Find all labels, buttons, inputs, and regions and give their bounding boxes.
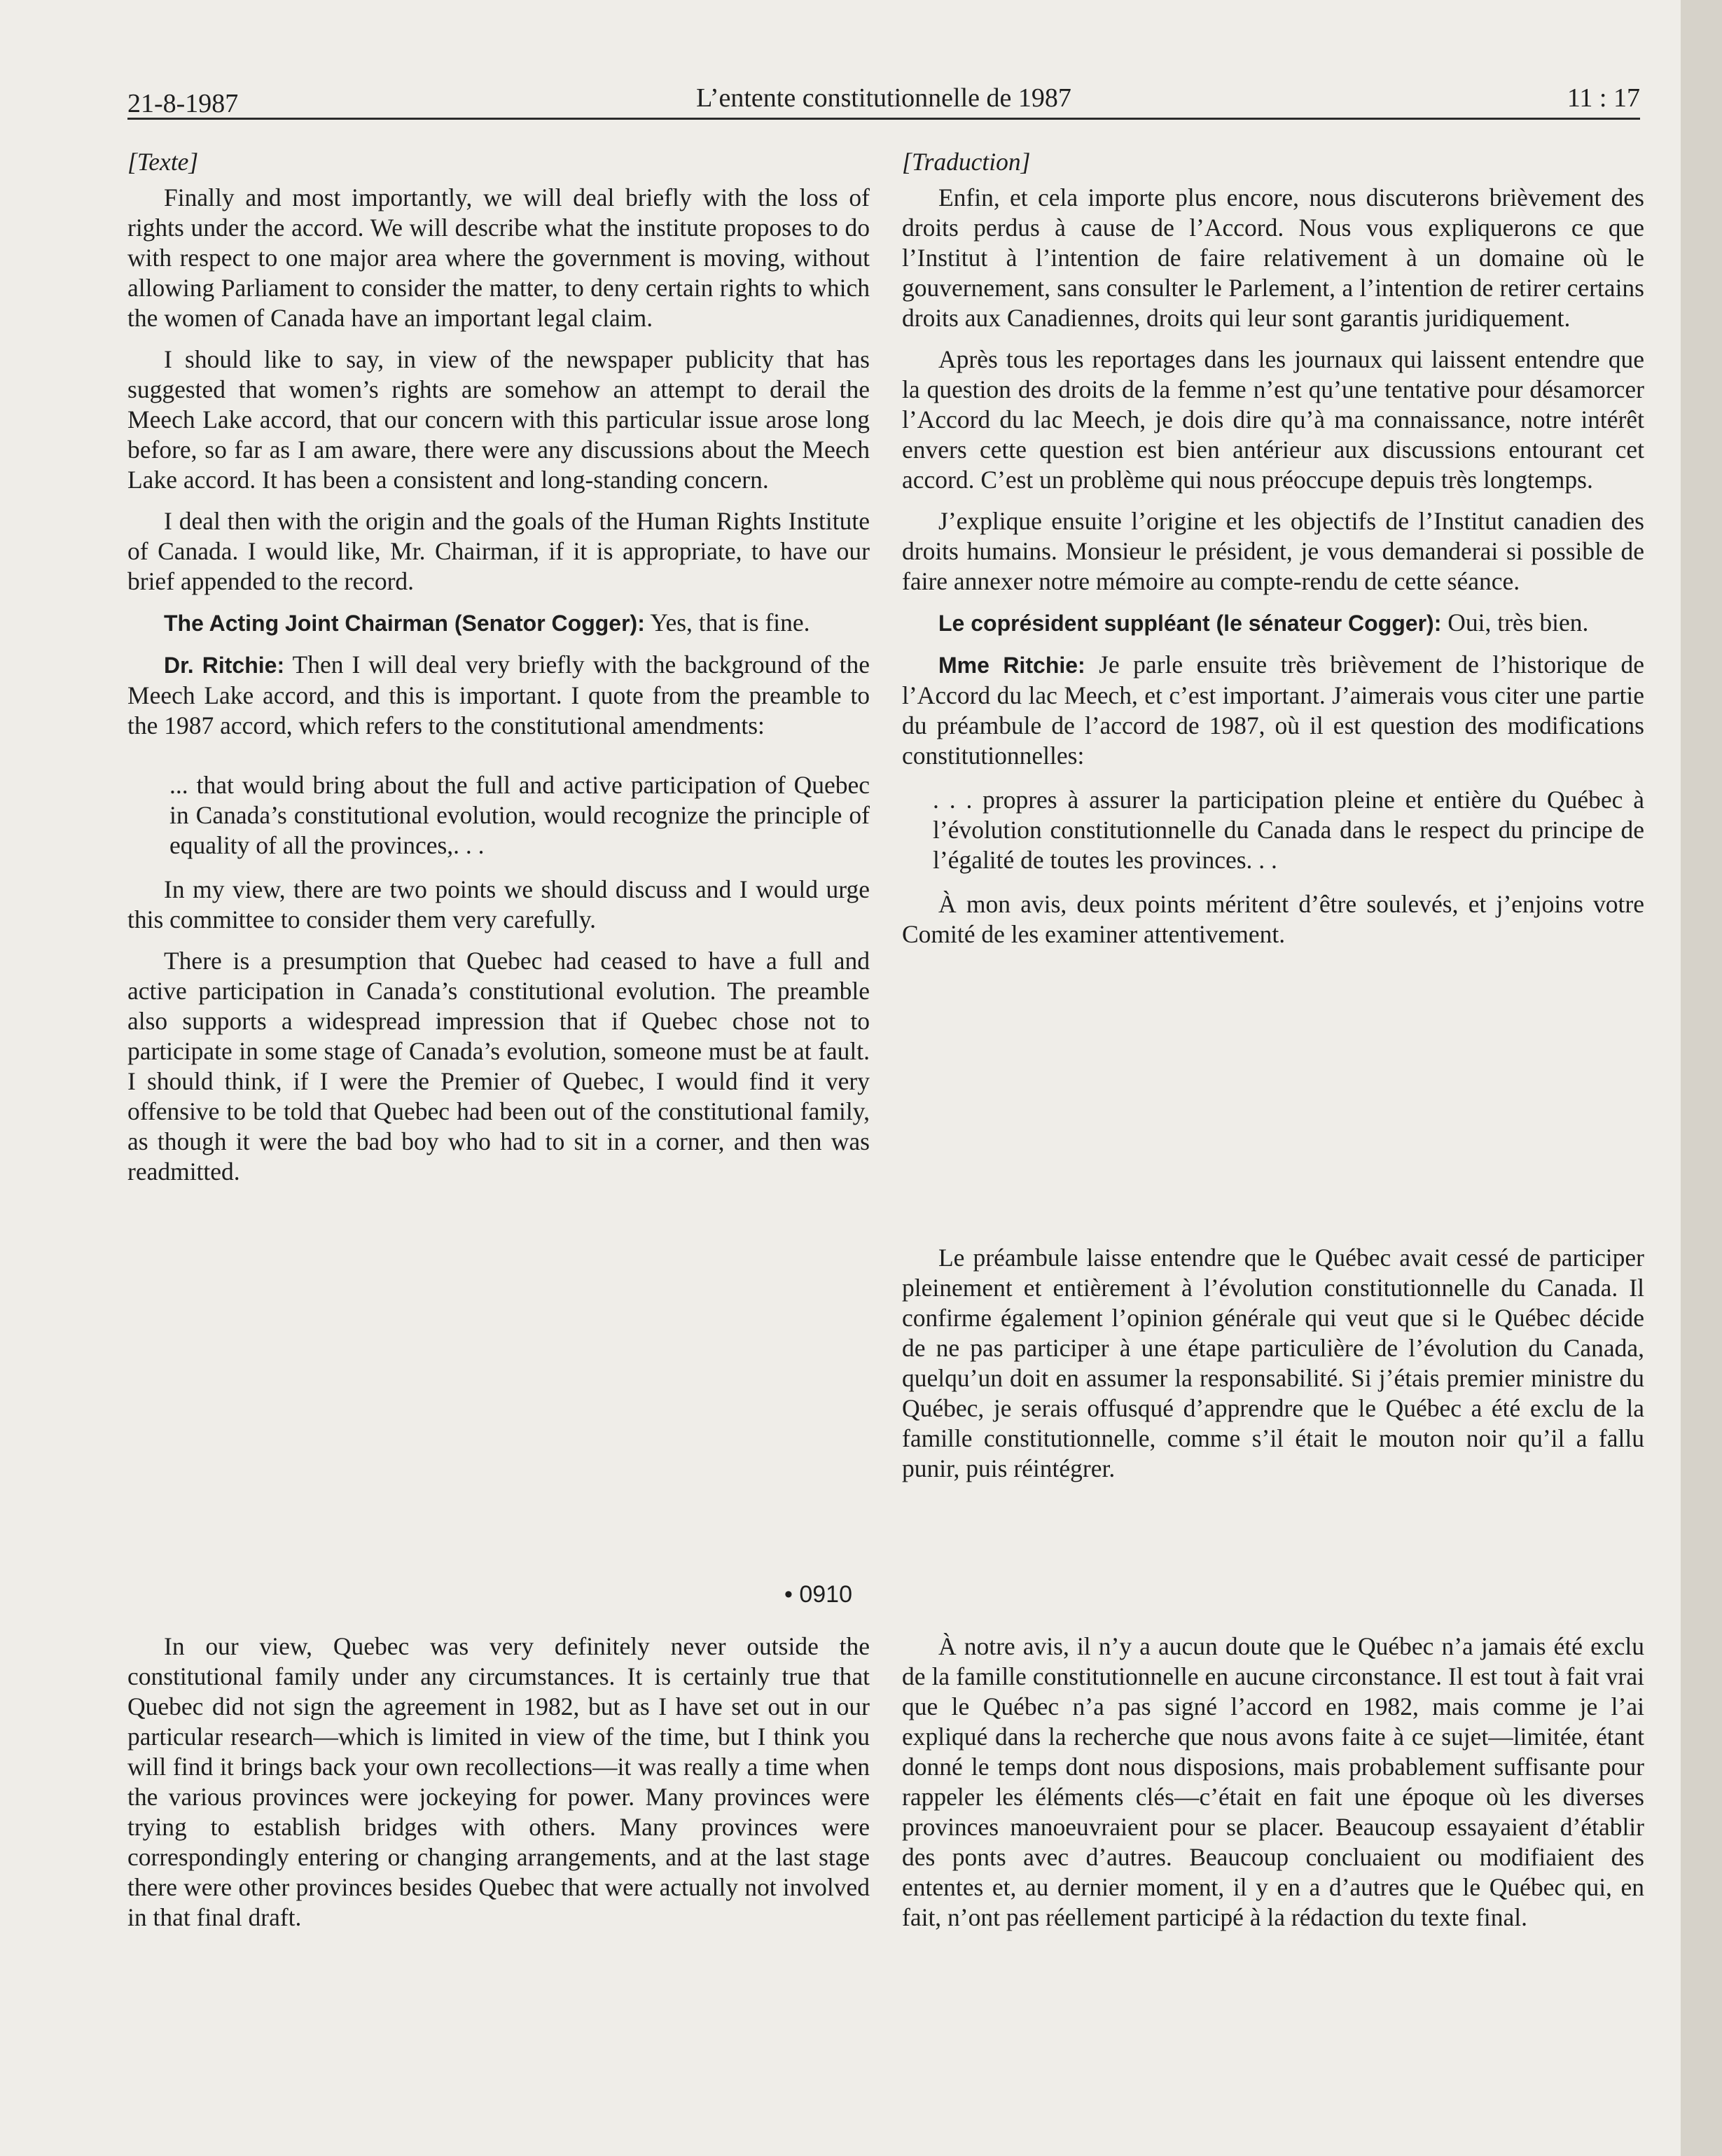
- page-edge: [1681, 0, 1722, 2156]
- english-column-bottom: [127, 1632, 870, 1944]
- speaker-text: Then I will deal very briefly with the background of the Meech Lake accord, and this is important. I quote from the preamble to the 1987 accord, which refers to the constitutional amendments:: [127, 651, 870, 739]
- french-column-top: [902, 147, 1644, 961]
- header-title: L’entente constitutionnelle de 1987: [696, 83, 1071, 113]
- french-column-bottom: [902, 1632, 1644, 1944]
- text-label: [Texte]: [127, 148, 199, 176]
- english-paragraph-3: I deal then with the origin and the goals of the Human Rights Institute of Canada. I would like, Mr. Chairman, if it is appropriate, to have our brief appended to the record.: [127, 507, 870, 595]
- french-column-middle: [902, 1243, 1644, 1495]
- speaker-text: Oui, très bien.: [1441, 608, 1589, 637]
- french-paragraph-4: [902, 608, 1644, 639]
- translation-label: [Traduction]: [902, 148, 1031, 176]
- time-marker: • 0910: [784, 1581, 852, 1608]
- english-paragraph-5: [127, 650, 870, 741]
- speaker-name: Mme Ritchie:: [938, 653, 1085, 678]
- french-paragraph-1: Enfin, et cela importe plus encore, nous discuterons brièvement des droits perdus à cause de l’Accord. Nous vous expliquerons ce que l’Institut à l’intention de faire relativement à un domaine où le gouvernement, sans consulter le Parlement, a l’intention de retirer certains droits aux Canadiennes, droits qui leur sont garantis juridiquement.: [902, 183, 1644, 332]
- french-paragraph-2: Après tous les reportages dans les journaux qui laissent entendre que la question des droits de la femme n’est qu’une tentative pour désamorcer l’Accord du lac Meech, je dois dire qu’à ma connaissance, notre intérêt envers cette question est bien antérieur aux discussions entourant cet accord. C’est un problème qui nous préoccupe depuis très longtemps.: [902, 345, 1644, 494]
- english-paragraph-7: There is a presumption that Quebec had ceased to have a full and active participation in Canada’s constitutional evolution. The preamble also supports a widespread impression that if Quebec chose not to participate in some stage of Canada’s evolution, someone must be at fault. I should think, if I were the Premier of Quebec, I would find it very offensive to be told that Quebec had been out of the constitutional family, as though it were the bad boy who had to sit in a corner, and then was readmitted.: [127, 947, 870, 1185]
- page-number: 11 : 17: [1567, 83, 1640, 113]
- french-paragraph-3: J’explique ensuite l’origine et les objectifs de l’Institut canadien des droits humains. Monsieur le président, je vous demanderai si possible de faire annexer notre mémoire au compte-rendu de cette séance.: [902, 507, 1644, 595]
- french-paragraph-8: À notre avis, il n’y a aucun doute que le Québec n’a jamais été exclu de la famille constitutionnelle en aucune circonstance. Il est tout à fait vrai que le Québec n’a pas signé l’accord en 1982, mais comme je l’ai expliqué dans la recherche que nous avons faite à ce sujet—limitée, étant donné le temps dont nous disposions, mais probablement suffisante pour rappeler les éléments clés—c’était en fait une époque où les diverses provinces manoeuvraient pour se placer. Beaucoup essayaient d’établir des ponts avec d’autres. Beaucoup concluaient ou modifiaient des ententes et, au dernier moment, il y en a d’autres que le Québec qui, en fait, n’ont pas réellement participé à la rédaction du texte final.: [902, 1632, 1644, 1931]
- speaker-name: Le coprésident suppléant (le sénateur Cogger):: [938, 611, 1442, 636]
- english-paragraph-6: In my view, there are two points we should discuss and I would urge this committee to consider them very carefully.: [127, 875, 870, 933]
- header-rule: [127, 118, 1640, 120]
- speaker-name: The Acting Joint Chairman (Senator Cogger):: [164, 611, 645, 636]
- english-paragraph-4: [127, 608, 870, 639]
- english-column-top: [127, 147, 870, 1198]
- speaker-name: Dr. Ritchie:: [164, 653, 285, 678]
- english-quote: ... that would bring about the full and active participation of Quebec in Canada’s constitutional evolution, would recognize the principle of equality of all the provinces,. . .: [169, 771, 870, 859]
- french-paragraph-7: Le préambule laisse entendre que le Québec avait cessé de participer pleinement et entièrement à l’évolution constitutionnelle du Canada. Il confirme également l’opinion générale qui veut que si le Québec décide de ne pas participer à une étape particulière de l’évolution du Canada, quelqu’un doit en assumer la responsabilité. Si j’étais premier ministre du Québec, je serais offusqué d’apprendre que le Québec a été exclu de la famille constitutionnelle, comme s’il était le mouton noir qu’il a fallu punir, puis réintégrer.: [902, 1244, 1644, 1482]
- english-paragraph-1: Finally and most importantly, we will deal briefly with the loss of rights under the accord. We will describe what the institute proposes to do with respect to one major area where the government is moving, without allowing Parliament to consider the matter, to deny certain rights to which the women of Canada have an important legal claim.: [127, 183, 870, 332]
- speaker-text: Je parle ensuite très brièvement de l’historique de l’Accord du lac Meech, et c’est important. J’aimerais vous citer une partie du préambule de l’accord de 1987, où il est question des modifications constitutionnelles:: [902, 651, 1644, 770]
- english-paragraph-8: In our view, Quebec was very definitely never outside the constitutional family under any circumstances. It is certainly true that Quebec did not sign the agreement in 1982, but as I have set out in our particular research—which is limited in view of the time, but I think you will find it brings back your own recollections—it was really a time when the various provinces were jockeying for power. Many provinces were trying to establish bridges with others. Many provinces were correspondingly entering or changing arrangements, and at the last stage there were other provinces besides Quebec that were actually not involved in that final draft.: [127, 1632, 870, 1931]
- running-header: [127, 83, 1640, 119]
- french-paragraph-5: [902, 650, 1644, 771]
- header-date: 21-8-1987: [127, 89, 239, 118]
- french-paragraph-6: À mon avis, deux points méritent d’être soulevés, et j’enjoins votre Comité de les examiner attentivement.: [902, 890, 1644, 948]
- english-paragraph-2: I should like to say, in view of the newspaper publicity that has suggested that women’s rights are somehow an attempt to derail the Meech Lake accord, that our concern with this particular issue arose long before, so far as I am aware, there were any discussions about the Meech Lake accord. It has been a consistent and long-standing concern.: [127, 345, 870, 494]
- speaker-text: Yes, that is fine.: [644, 608, 810, 637]
- french-quote: . . . propres à assurer la participation pleine et entière du Québec à l’évolution constitutionnelle du Canada dans le respect du principe de l’égalité de toutes les provinces. . .: [933, 786, 1644, 874]
